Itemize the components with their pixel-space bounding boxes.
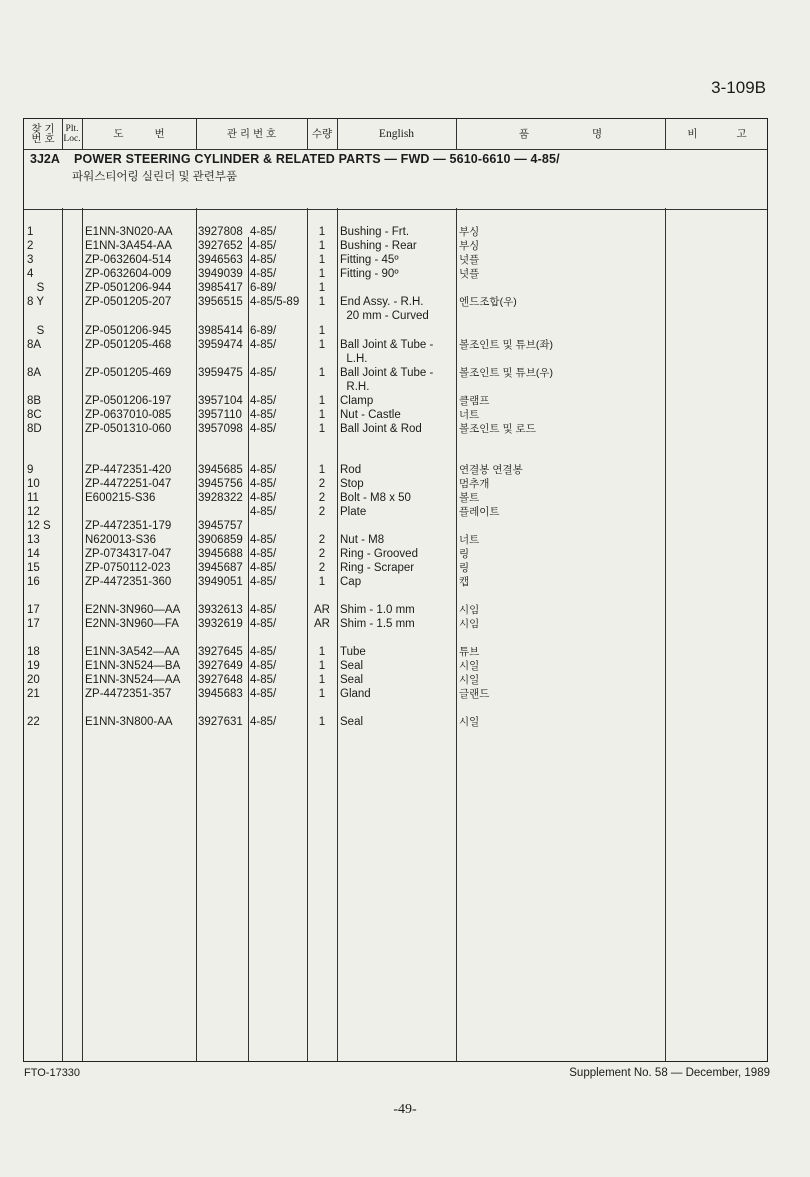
ref-number: 8B [27,395,42,407]
korean-description: 멈추개 [459,478,490,490]
page-number: 3-109B [711,78,766,97]
management-number: 3985417 [198,282,243,294]
header-part-no: 도 번 [113,128,165,140]
part-number: ZP-0501206-197 [85,395,172,407]
effective-date: 4-85/ [250,492,277,504]
effective-date: 4-85/ [250,268,277,280]
effective-date: 4-85/ [250,395,277,407]
part-number: ZP-4472351-360 [85,576,172,588]
korean-description: 클램프 [459,395,490,407]
effective-date: 4-85/ [250,618,277,630]
effective-date: 4-85/ [250,604,277,616]
ref-number: 8A [27,367,42,379]
table-row [24,338,767,352]
quantity: 1 [318,325,326,337]
part-number: E1NN-3A542—AA [85,646,180,658]
english-description: Seal [340,716,364,728]
effective-date: 4-85/ [250,367,277,379]
english-description: Seal [340,660,364,672]
korean-description: 볼조인트 및 튜브(우) [459,367,553,379]
table-row [24,561,767,575]
quantity: 1 [318,282,326,294]
english-description: Stop [340,478,364,490]
ref-number: 1 [27,226,34,238]
part-number: ZP-0501205-468 [85,339,172,351]
effective-date: 6-89/ [250,325,277,337]
management-number: 3956515 [198,296,243,308]
management-number: 3932619 [198,618,243,630]
quantity: AR [314,618,330,630]
quantity: 2 [318,478,326,490]
english-description: Cap [340,576,362,588]
english-description: Ball Joint & Rod [340,423,422,435]
management-number: 3946563 [198,254,243,266]
effective-date: 4-85/ [250,688,277,700]
ref-number: 9 [27,464,34,476]
part-number: ZP-0501206-945 [85,325,172,337]
effective-date: 4-85/ [250,534,277,546]
table-row [24,505,767,519]
ref-number: 13 [27,534,40,546]
korean-description: 볼조인트 및 튜브(좌) [459,339,553,351]
ref-number: 21 [27,688,40,700]
table-row [24,617,767,631]
korean-description: 시임 [459,604,480,616]
management-number: 3927652 [198,240,243,252]
korean-description: 연결봉 연결봉 [459,464,523,476]
management-number: 3959474 [198,339,243,351]
quantity: 2 [318,548,326,560]
management-number: 3945756 [198,478,243,490]
part-number: E1NN-3N524—AA [85,674,181,686]
english-description: Gland [340,688,371,700]
ref-number: 18 [27,646,40,658]
quantity: 1 [318,660,326,672]
english-description: Fitting - 90º [340,268,399,280]
ref-number: 4 [27,268,34,280]
ref-number: 12 S [27,520,51,532]
english-description: Shim - 1.0 mm [340,604,415,616]
quantity: 2 [318,492,326,504]
part-number: ZP-4472351-357 [85,688,172,700]
table-row [24,295,767,309]
korean-description: 링 [459,562,470,574]
management-number: 3906859 [198,534,243,546]
effective-date: 6-89/ [250,282,277,294]
table-row [24,239,767,253]
table-row [24,603,767,617]
effective-date: 4-85/ [250,464,277,476]
english-description: Clamp [340,395,374,407]
table-row [24,309,767,323]
english-description: Plate [340,506,367,518]
effective-date: 4-85/ [250,660,277,672]
quantity: 1 [318,464,326,476]
english-description: End Assy. - R.H. [340,296,424,308]
effective-date: 4-85/ [250,423,277,435]
part-number: N620013-S36 [85,534,156,546]
effective-date: 4-85/ [250,409,277,421]
part-number: ZP-0632604-009 [85,268,172,280]
quantity: 1 [318,646,326,658]
table-row [24,533,767,547]
korean-description: 너트 [459,409,480,421]
management-number: 3928322 [198,492,243,504]
quantity: 1 [318,423,326,435]
quantity: AR [314,604,330,616]
quantity: 1 [318,339,326,351]
korean-description: 부싱 [459,226,480,238]
korean-description: 튜브 [459,646,480,658]
ref-number: 19 [27,660,40,672]
korean-description: 시일 [459,716,480,728]
table-row [24,253,767,267]
table-row [24,673,767,687]
english-description: R.H. [340,381,370,393]
ref-number: S [27,325,45,337]
table-row [24,547,767,561]
part-number: E1NN-3N524—BA [85,660,181,672]
table-row [24,366,767,380]
header-mgmt-no: 관 리 번 호 [226,128,277,140]
effective-date: 4-85/ [250,478,277,490]
korean-description: 시일 [459,660,480,672]
korean-description: 시일 [459,674,480,686]
effective-date: 4-85/ [250,548,277,560]
part-number: ZP-0501205-207 [85,296,172,308]
quantity: 1 [318,576,326,588]
table-row [24,519,767,533]
korean-description: 넛플 [459,268,480,280]
part-number: E1NN-3A454-AA [85,240,172,252]
part-number: ZP-0501310-060 [85,423,172,435]
table-row [24,491,767,505]
quantity: 1 [318,226,326,238]
korean-description: 볼조인트 및 로드 [459,423,536,435]
part-number: ZP-0637010-085 [85,409,172,421]
english-description: 20 mm - Curved [340,310,429,322]
english-description: Ball Joint & Tube - [340,339,434,351]
korean-description: 플레이트 [459,506,500,518]
parts-table [23,118,768,1062]
quantity: 2 [318,562,326,574]
table-row [24,477,767,491]
ref-number: 12 [27,506,40,518]
korean-description: 너트 [459,534,480,546]
ref-number: 8D [27,423,42,435]
quantity: 1 [318,688,326,700]
ref-number: 8A [27,339,42,351]
table-row [24,422,767,436]
quantity: 1 [318,254,326,266]
ref-number: 10 [27,478,40,490]
management-number: 3957104 [198,395,243,407]
ref-number: 14 [27,548,40,560]
korean-description: 시임 [459,618,480,630]
ref-number: 3 [27,254,34,266]
part-number: E1NN-3N020-AA [85,226,173,238]
table-row [24,267,767,281]
part-number: ZP-4472351-179 [85,520,172,532]
document-code: FTO-17330 [24,1067,81,1079]
english-description: Nut - Castle [340,409,401,421]
footer-page-number: -49- [393,1102,417,1117]
table-row [24,645,767,659]
effective-date: 4-85/ [250,674,277,686]
quantity: 1 [318,395,326,407]
english-description: Seal [340,674,364,686]
table-row [24,380,767,394]
table-row [24,324,767,338]
table-row [24,463,767,477]
management-number: 3927808 [198,226,243,238]
english-description: L.H. [340,353,368,365]
quantity: 1 [318,409,326,421]
management-number: 3932613 [198,604,243,616]
english-description: Ring - Scraper [340,562,415,574]
header-qty: 수량 [311,128,333,140]
table-row [24,408,767,422]
ref-number: 17 [27,618,40,630]
quantity: 1 [318,296,326,308]
management-number: 3927631 [198,716,243,728]
quantity: 1 [318,716,326,728]
section-divider [24,209,767,210]
part-number: ZP-4472351-420 [85,464,172,476]
management-number: 3927645 [198,646,243,658]
part-number: E2NN-3N960—FA [85,618,179,630]
table-row [24,715,767,729]
management-number: 3945687 [198,562,243,574]
header-ref-no: 찾 기 번 호 [31,123,55,145]
table-row [24,225,767,239]
section-title: POWER STEERING CYLINDER & RELATED PARTS — FWD — 5610-6610 — 4-85/ [74,152,560,166]
english-description: Bushing - Frt. [340,226,410,238]
korean-description: 엔드조합(우) [459,296,517,308]
supplement-note: Supplement No. 58 — December, 1989 [569,1067,770,1079]
english-description: Tube [340,646,366,658]
table-row [24,659,767,673]
table-row [24,687,767,701]
ref-number: 11 [27,492,39,504]
section-code: 3J2A [30,152,60,166]
management-number: 3927649 [198,660,243,672]
korean-description: 볼트 [459,492,480,504]
korean-description: 넛플 [459,254,480,266]
management-number: 3949039 [198,268,243,280]
management-number: 3945683 [198,688,243,700]
table-row [24,352,767,366]
ref-number: 22 [27,716,40,728]
table-row [24,281,767,295]
header-english: English [378,128,415,140]
korean-description: 글랜드 [459,688,490,700]
management-number: 3957098 [198,423,243,435]
part-number: E600215-S36 [85,492,156,504]
effective-date: 4-85/ [250,716,277,728]
management-number: 3927648 [198,674,243,686]
ref-number: 20 [27,674,40,686]
effective-date: 4-85/ [250,254,277,266]
english-description: Fitting - 45º [340,254,399,266]
effective-date: 4-85/ [250,226,277,238]
korean-description: 링 [459,548,470,560]
korean-description: 캡 [459,576,470,588]
quantity: 2 [318,506,326,518]
english-description: Bolt - M8 x 50 [340,492,411,504]
effective-date: 4-85/ [250,576,277,588]
english-description: Ball Joint & Tube - [340,367,434,379]
management-number: 3945688 [198,548,243,560]
ref-number: 15 [27,562,40,574]
header-remarks: 비 고 [687,128,747,140]
quantity: 1 [318,268,326,280]
header-plt-loc: Plt. Loc. [63,124,81,144]
ref-number: 8 Y [27,296,45,308]
management-number: 3945757 [198,520,243,532]
ref-number: 8C [27,409,42,421]
quantity: 1 [318,240,326,252]
management-number: 3959475 [198,367,243,379]
korean-description: 부싱 [459,240,480,252]
part-number: ZP-0632604-514 [85,254,172,266]
english-description: Ring - Grooved [340,548,418,560]
management-number: 3949051 [198,576,243,588]
part-number: ZP-0750112-023 [85,562,171,574]
ref-number: 16 [27,576,40,588]
table-row [24,575,767,589]
english-description: Nut - M8 [340,534,385,546]
effective-date: 4-85/ [250,562,277,574]
quantity: 1 [318,367,326,379]
part-number: E2NN-3N960—AA [85,604,181,616]
english-description: Shim - 1.5 mm [340,618,415,630]
part-number: ZP-4472251-047 [85,478,172,490]
ref-number: 17 [27,604,40,616]
effective-date: 4-85/ [250,506,277,518]
management-number: 3985414 [198,325,243,337]
quantity: 1 [318,674,326,686]
english-description: Rod [340,464,362,476]
management-number: 3957110 [198,409,242,421]
section-title-korean: 파워스티어링 실린더 및 관련부품 [72,171,238,183]
header-korean: 품 명 [518,128,603,140]
quantity: 2 [318,534,326,546]
effective-date: 4-85/ [250,339,277,351]
part-number: E1NN-3N800-AA [85,716,173,728]
part-number: ZP-0501205-469 [85,367,172,379]
effective-date: 4-85/5-89 [250,296,300,308]
management-number: 3945685 [198,464,243,476]
english-description: Bushing - Rear [340,240,417,252]
table-row [24,394,767,408]
part-number: ZP-0734317-047 [85,548,172,560]
part-number: ZP-0501206-944 [85,282,172,294]
ref-number: 2 [27,240,34,252]
effective-date: 4-85/ [250,240,277,252]
ref-number: S [27,282,45,294]
effective-date: 4-85/ [250,646,277,658]
